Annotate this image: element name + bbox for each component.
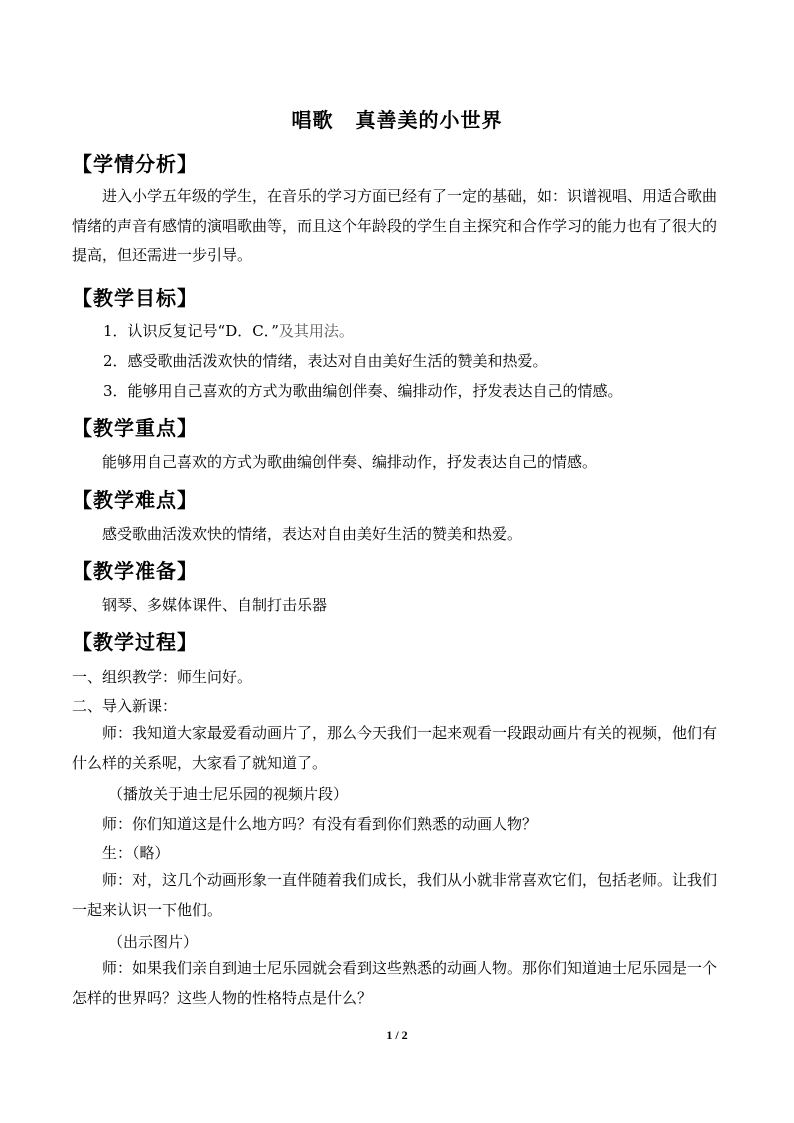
goal-item-1 [103, 320, 354, 341]
page-title [0, 104, 794, 133]
title-right: 真善美的小世界 [355, 108, 503, 132]
preparation-heading: 【教学准备】 [72, 559, 198, 583]
focus-heading: 【教学重点】 [72, 416, 198, 440]
process-paragraph-7: 师：如果我们亲自到迪士尼乐园就会看到这些熟悉的动画人物。那你们知道迪士尼乐园是一个怎样的世界吗？这些人物的性格特点是什么？ [72, 959, 718, 1007]
analysis-text: 进入小学五年级的学生，在音乐的学习方面已经有了一定的基础，如：识谱视唱、用适合歌曲情绪的声音有感情的演唱歌曲等，而且这个年龄段的学生自主探究和合作学习的能力也有了很大的提高，但还需进一步引导。 [72, 187, 718, 264]
process-step-1: 一、组织教学：师生问好。 [72, 668, 253, 686]
process-paragraph-4: 生：（略） [102, 844, 170, 862]
process-heading: 【教学过程】 [72, 630, 198, 654]
title-left: 唱歌 [291, 108, 334, 132]
goal-item-2: 2．感受歌曲活泼欢快的情绪，表达对自由美好生活的赞美和热爱。 [103, 352, 548, 370]
process-paragraph-2: （播放关于迪士尼乐园的视频片段） [108, 785, 349, 803]
analysis-heading: 【学情分析】 [72, 152, 198, 176]
goal-item-1-tail: 及其用法。 [278, 322, 354, 340]
difficulty-heading: 【教学难点】 [72, 488, 198, 512]
process-paragraph-5: 师：对，这几个动画形象一直伴随着我们成长，我们从小就非常喜欢它们，包括老师。让我们一起来认识一下他们。 [72, 871, 718, 919]
difficulty-text: 感受歌曲活泼欢快的情绪，表达对自由美好生活的赞美和热爱。 [102, 525, 523, 543]
process-paragraph-1: 师：我知道大家最爱看动画片了，那么今天我们一起来观看一段跟动画片有关的视频，他们有什么样的关系呢，大家看了就知道了。 [72, 724, 718, 772]
goal-item-1-main: 1．认识反复记号“D．C．” [103, 322, 279, 340]
page-number: 1 / 2 [386, 1028, 408, 1042]
process-paragraph-6: （出示图片） [108, 933, 199, 951]
process-paragraph-3: 师：你们知道这是什么地方吗？有没有看到你们熟悉的动画人物？ [102, 815, 538, 833]
preparation-text: 钢琴、多媒体课件、自制打击乐器 [102, 596, 328, 614]
process-step-2: 二、导入新课： [72, 697, 178, 715]
focus-text: 能够用自己喜欢的方式为歌曲编创伴奏、编排动作，抒发表达自己的情感。 [102, 453, 598, 471]
goal-item-3: 3．能够用自己喜欢的方式为歌曲编创伴奏、编排动作，抒发表达自己的情感。 [103, 382, 623, 400]
goals-heading: 【教学目标】 [72, 286, 198, 310]
